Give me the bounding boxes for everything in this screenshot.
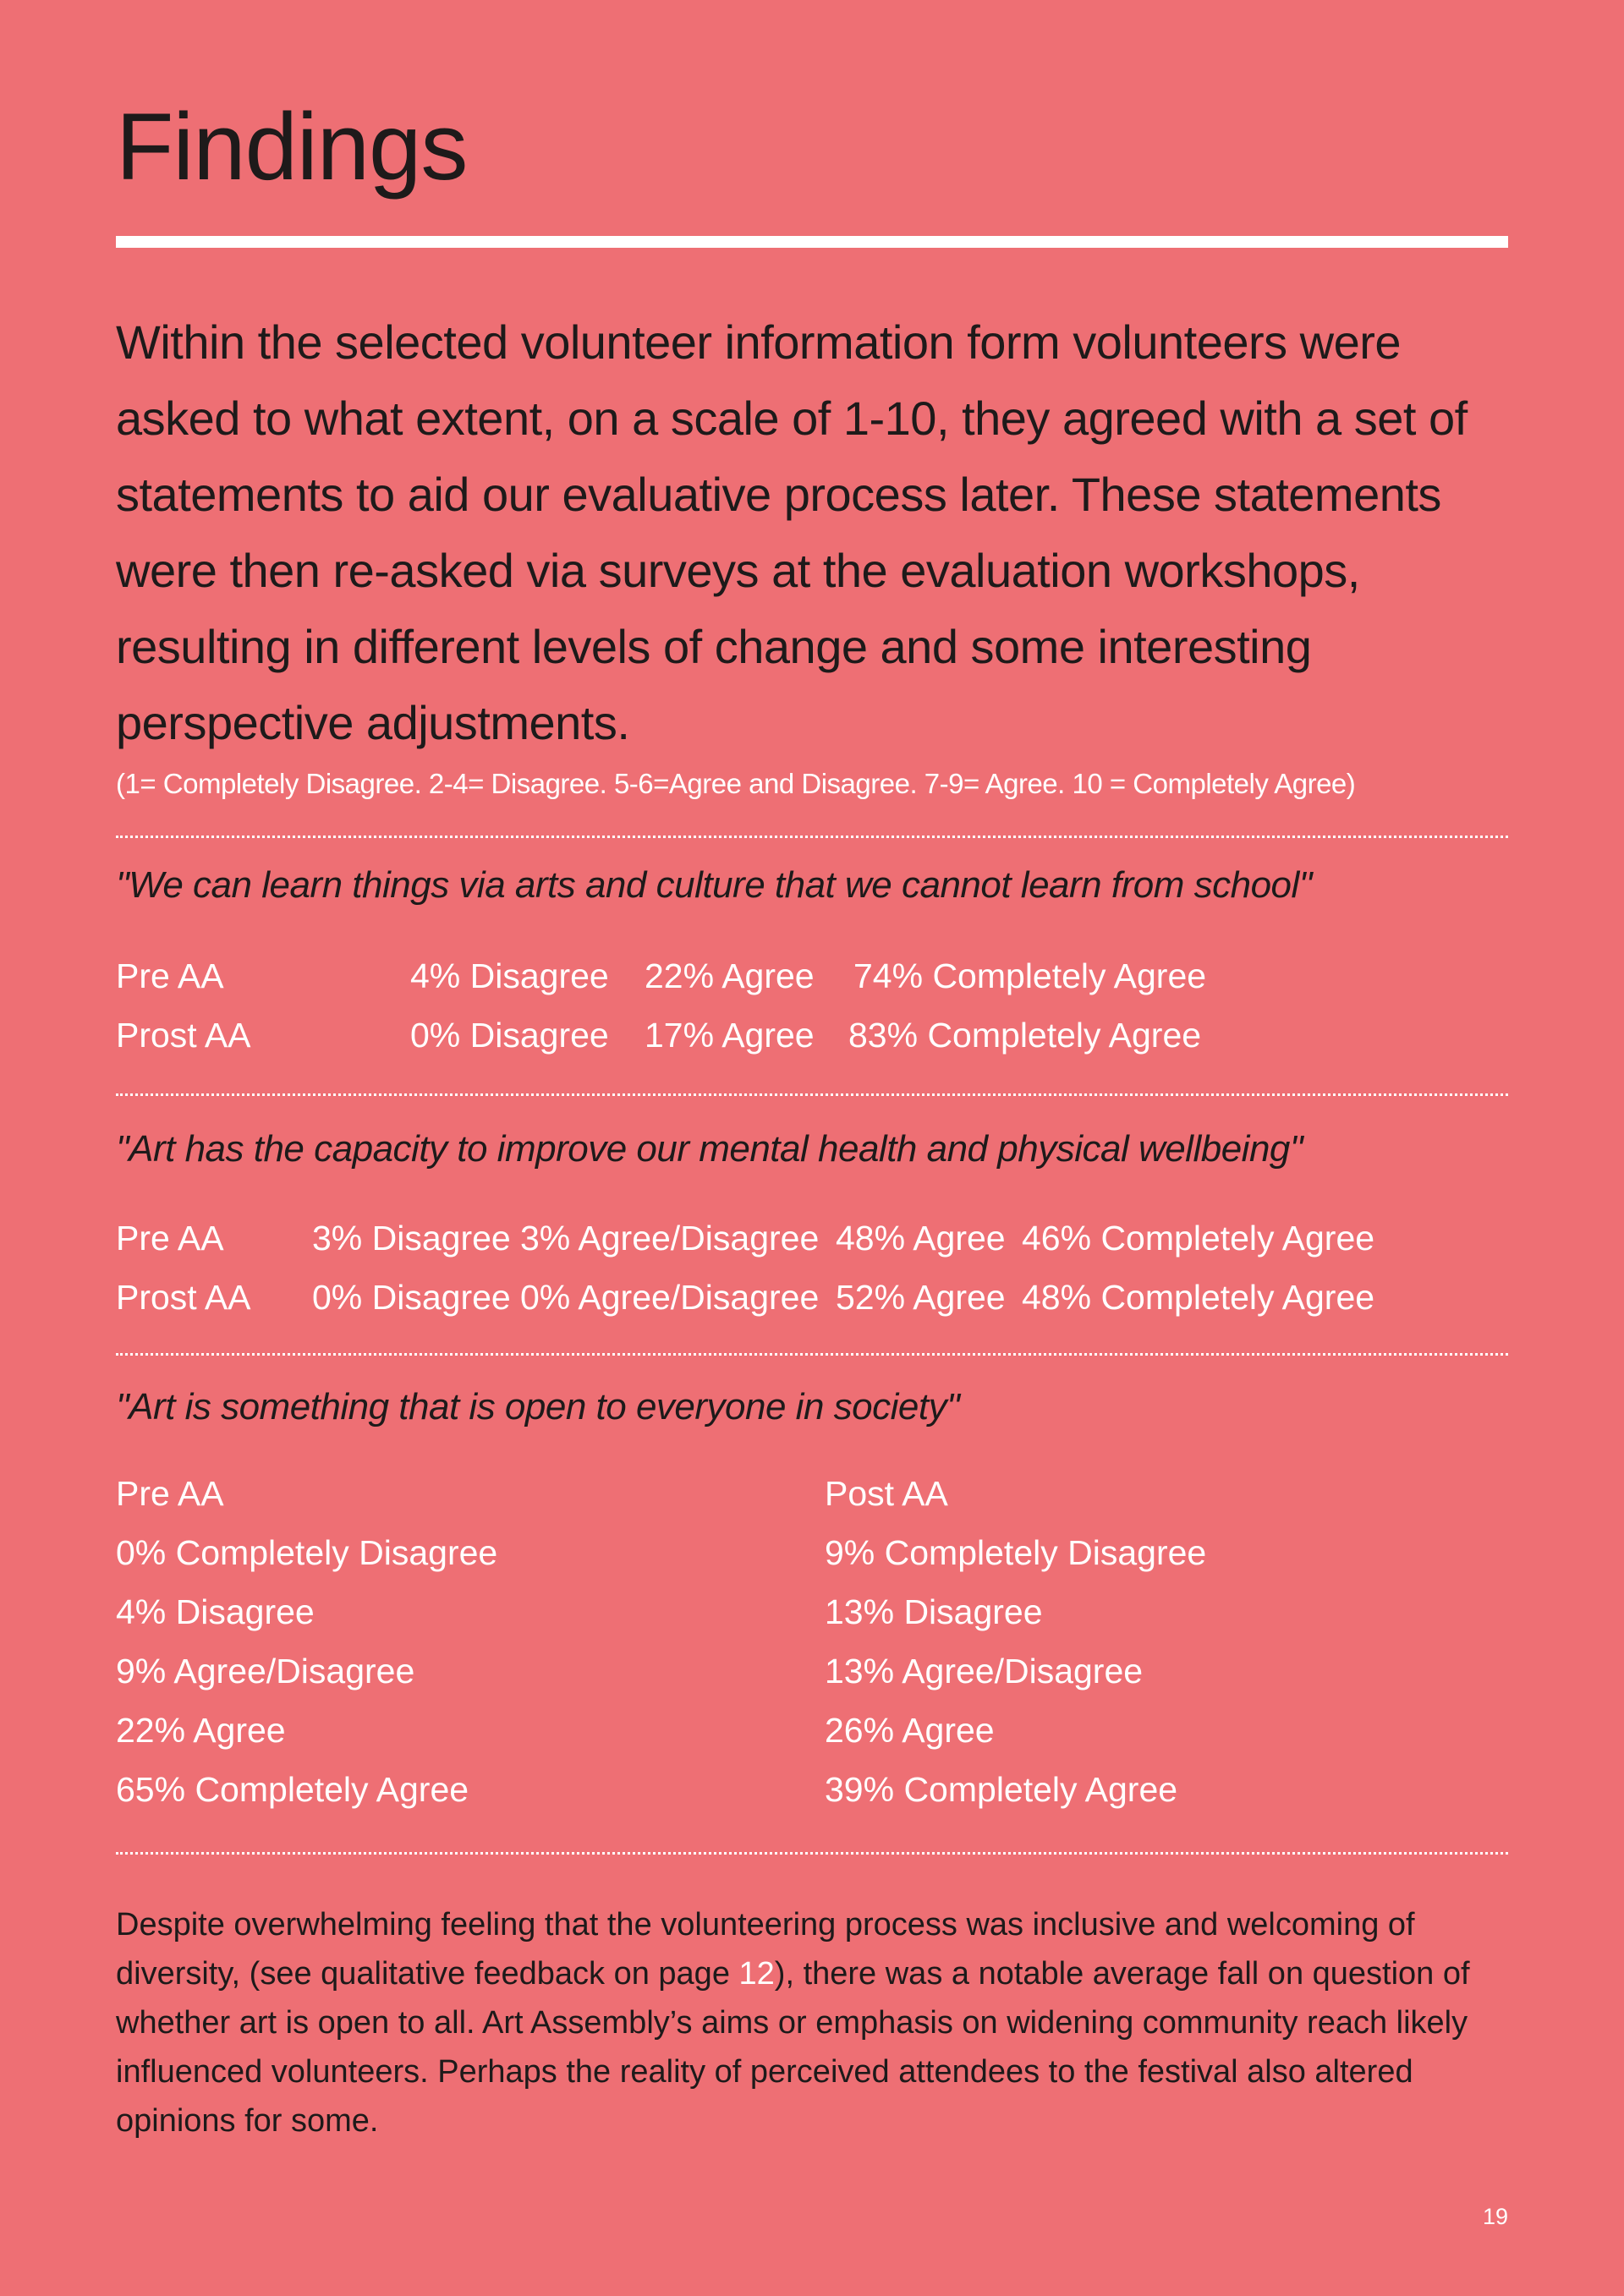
q3-post-item: 26% Agree [825,1711,995,1750]
q3-pre-item: 22% Agree [116,1711,286,1750]
q3-post-item: 13% Disagree [825,1592,1043,1631]
q3-post-label: Post AA [825,1474,948,1513]
q2-post-completely-agree: 48% Completely Agree [1022,1278,1375,1317]
q3-post-item: 13% Agree/Disagree [825,1652,1144,1690]
q3-statement: "Art is something that is open to everyone in society" [116,1386,960,1427]
q2-post-agree-disagree: 0% Agree/Disagree [520,1278,820,1317]
q2-pre-agree: 48% Agree [836,1219,1006,1258]
q1-post-label: Prost AA [116,1016,251,1055]
q2-pre-label: Pre AA [116,1219,224,1258]
q3-pre-label: Pre AA [116,1474,224,1513]
q1-post-agree: 17% Agree [645,1016,815,1055]
q2-pre-completely-agree: 46% Completely Agree [1022,1219,1375,1258]
q2-pre-disagree: 3% Disagree [312,1219,511,1258]
page-number: 19 [1482,2204,1508,2229]
dotted-divider [116,1093,1508,1096]
q3-pre-item: 4% Disagree [116,1592,315,1631]
dotted-divider [116,836,1508,838]
closing-paragraph [116,1900,1508,2145]
q3-post-item: 39% Completely Agree [825,1770,1178,1809]
dotted-divider [116,1353,1508,1356]
q2-post-disagree: 0% Disagree [312,1278,511,1317]
q1-pre-label: Pre AA [116,956,224,995]
q2-statement: "Art has the capacity to improve our mental health and physical wellbeing" [116,1128,1303,1170]
q1-pre-disagree: 4% Disagree [410,956,609,995]
q3-pre-item: 65% Completely Agree [116,1770,469,1809]
page-title: Findings [116,94,468,200]
q1-pre-completely-agree: 74% Completely Agree [853,956,1207,995]
q3-pre-item: 9% Agree/Disagree [116,1652,415,1690]
q2-post-agree: 52% Agree [836,1278,1006,1317]
q1-pre-agree: 22% Agree [645,956,815,995]
q1-post-disagree: 0% Disagree [410,1016,609,1055]
intro-paragraph: Within the selected volunteer information form volunteers were asked to what extent, on a scale of 1-10, they agreed with a set of statements to aid our evaluative process later. These statements were then re-asked via surveys at the evaluation workshops, resulting in different levels of change and some interesting perspective adjustments. [116,315,1468,749]
q2-pre-agree-disagree: 3% Agree/Disagree [520,1219,820,1258]
q2-post-label: Prost AA [116,1278,251,1317]
scale-note: (1= Completely Disagree. 2-4= Disagree. 5-6=Agree and Disagree. 7-9= Agree. 10 = Completely Agree) [116,768,1356,799]
page-reference-link[interactable]: 12 [738,1956,775,1992]
closing-text-start: Despite overwhelming feeling that the volunteering process was inclusive and welcoming of diversity, (see qualitative feedback on page [116,1907,1415,1992]
q1-statement: "We can learn things via arts and culture that we cannot learn from school" [116,864,1312,906]
q1-post-completely-agree: 83% Completely Agree [848,1016,1202,1055]
q3-pre-item: 0% Completely Disagree [116,1533,498,1572]
dotted-divider [116,1852,1508,1855]
closing-text-end: ), there was a notable average fall on question of whether art is open to all. Art Assembly’s aims or emphasis on widening community reach likely influenced volunteers. Perhaps the reality of perceived attendees to the festival also altered opinions for some. [116,1956,1470,2139]
q3-post-item: 9% Completely Disagree [825,1533,1207,1572]
title-rule [116,236,1508,248]
